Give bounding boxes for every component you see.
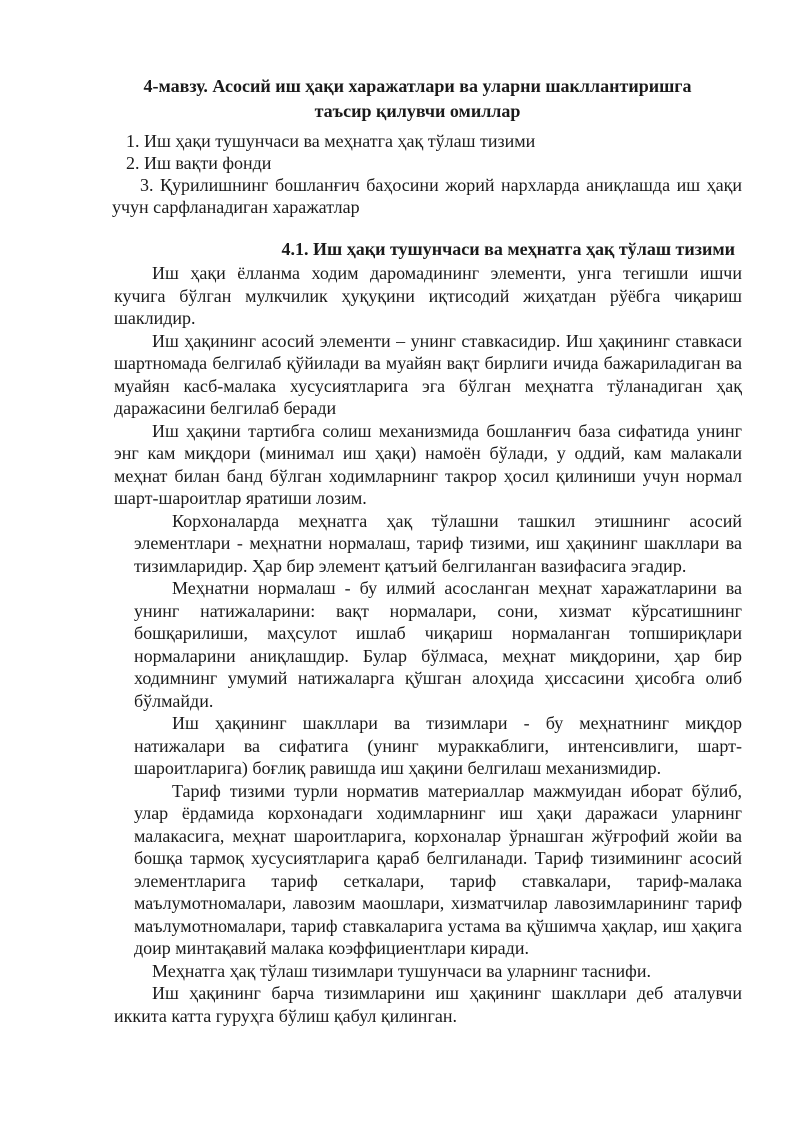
paragraph: Иш ҳақининг шакллари ва тизимлари - бу меҳнатнинг миқдор натижалари ва сифатига (унинг мураккаблиги, интенсивлиги, шарт-шароитларига) боғлиқ равишда иш ҳақини белгилаш механизмидир. [134, 713, 742, 778]
title-line-1: 4-мавзу. Асосий иш ҳақи харажатлари ва уларни шакллантиришга [143, 76, 692, 96]
outline-item [112, 152, 742, 174]
paragraph: Меҳнатни нормалаш - бу илмий асосланган меҳнат харажатларини ва унинг натижаларини: вақт нормалари, сони, хизмат кўрсатишнинг бошқарилиши, маҳсулот ишлаб чиқариш нормаланган топшириқлари нормаларини аниқлашдир. Булар бўлмаса, меҳнат миқдорини, ҳар бир ходимнинг умумий натижаларга қўшган алоҳида ҳиссасини ҳисобга олиб бўлмайди. [134, 578, 742, 711]
outline-item-number: 1. [126, 131, 140, 151]
paragraph: Корхоналарда меҳнатга ҳақ тўлашни ташкил этишнинг асосий элементлари - меҳнатни нормалаш, тариф тизими, иш ҳақининг шакллари ва тизимларидир. Ҳар бир элемент қатъий белгиланган вазифасига эгадир. [134, 510, 742, 576]
outline-item [112, 174, 742, 218]
title-line-2: таъсир қилувчи омиллар [314, 101, 521, 121]
page-title [100, 74, 735, 124]
section-heading: 4.1. Иш ҳақи тушунчаси ва меҳнатга ҳақ тўлаш тизими [281, 239, 735, 259]
paragraph: Иш ҳақи ёлланма ходим даромадининг элементи, унга тегишли ишчи кучига бўлган мулкчилик ҳуқуқини иқтисодий жиҳатдан рўёбга чиқариш шаклидир. [114, 263, 742, 328]
outline-item-number: 3. [140, 175, 154, 195]
paragraph: Иш ҳақининг асосий элементи – унинг ставкасидир. Иш ҳақининг ставкаси шартномада белгилаб қўйилади ва муайян вақт бирлиги ичида бажариладиган ва муайян касб-малака хусусиятларига эга бўлган меҳнатга тўланадиган ҳақ даражасини белгилаб беради [114, 330, 742, 418]
paragraph: Меҳнатга ҳақ тўлаш тизимлари тушунчаси ва уларнинг таснифи. [152, 960, 651, 981]
body-text [114, 262, 742, 1027]
outline-item-number: 2. [126, 153, 140, 173]
outline-item [112, 130, 742, 152]
outline-item-text: Иш ҳақи тушунчаси ва меҳнатга ҳақ тўлаш тизими [144, 131, 536, 151]
outline-item-text: Иш вақти фонди [144, 153, 272, 173]
paragraph: Тариф тизими турли норматив материаллар мажмуидан иборат бўлиб, улар ёрдамида корхонадаги ходимларнинг иш ҳақи даражаси уларнинг малакасига, меҳнат шароитларига, корхоналар ўрнашган жўғрофий жойи ва бошқа тармоқ хусусиятларига қараб белгиланади. Тариф тизимининг асосий элементларига тариф сеткалари, тариф ставкалари, тариф-малака маълумотномалари, лавозим маошлари, хизматчилар лавозимларининг тариф маълумотномалари, тариф ставкаларига устама ва қўшимча ҳақлар, иш ҳақига доир минтақавий малака коэффициентлари киради. [134, 780, 742, 958]
paragraph: Иш ҳақининг барча тизимларини иш ҳақининг шакллари деб аталувчи иккита катта гуруҳга бўлиш қабул қилинган. [114, 983, 742, 1026]
topic-outline [112, 130, 742, 218]
paragraph: Иш ҳақини тартибга солиш механизмида бошланғич база сифатида унинг энг кам миқдори (минимал иш ҳақи) намоён бўлади, у оддий, кам малакали меҳнат билан банд бўлган ходимларнинг такрор ҳосил қилиниши учун нормал шарт-шароитлар яратиши лозим. [114, 420, 742, 508]
outline-item-text: Қурилишнинг бошланғич баҳосини жорий нархларда аниқлашда иш ҳақи учун сарфланадиган харажатлар [112, 175, 743, 217]
